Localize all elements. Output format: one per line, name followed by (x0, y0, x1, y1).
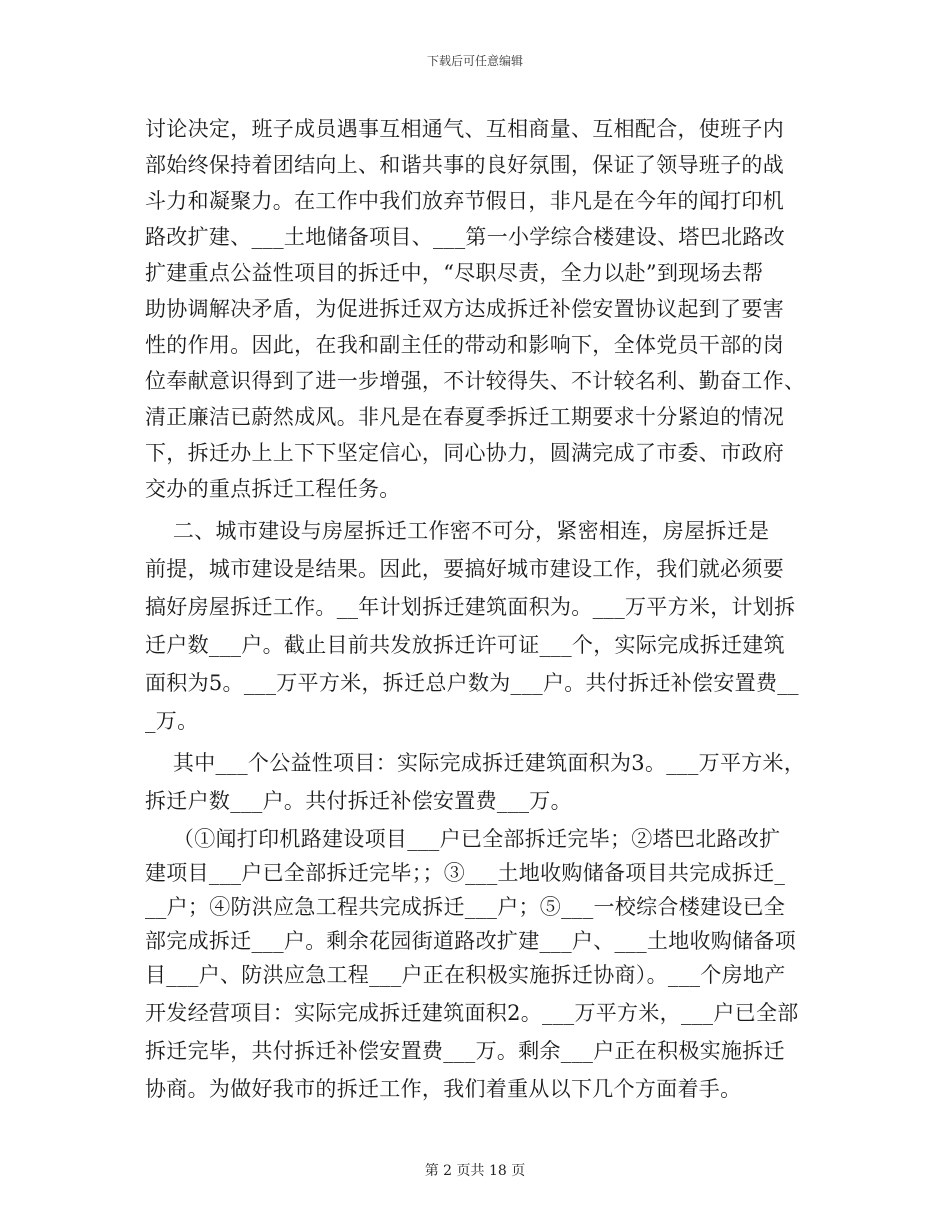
text-line: 前提，城市建设是结果。因此，要搞好城市建设工作，我们就必须要 (145, 557, 784, 581)
text-line: 扩建重点公益性项目的拆迁中，“尽职尽责，全力以赴”到现场去帮 (145, 261, 764, 285)
text-line: 拆迁完毕，共付拆迁补偿安置费___万。剩余___户正在积极实施拆迁 (145, 1039, 785, 1063)
page-number: 第 2 页共 18 页 (424, 1163, 526, 1179)
text-line: 下，拆迁办上上下下坚定信心，同心协力，圆满完成了市委、市政府 (145, 441, 784, 465)
page-header: 下载后可任意编辑 (426, 54, 523, 68)
text-line: __户；④防洪应急工程共完成拆迁___户；⑤___一校综合楼建设已全 (145, 895, 786, 919)
text-line: 面积为5。___万平方米，拆迁总户数为___户。共付拆迁补偿安置费__ (145, 671, 799, 695)
text-line: 清正廉洁已蔚然成风。非凡是在春夏季拆迁工期要求十分紧迫的情况 (145, 405, 784, 429)
text-line: 性的作用。因此，在我和副主任的带动和影响下，全体党员干部的岗 (145, 333, 784, 357)
text-line: 部完成拆迁___户。剩余花园街道路改扩建___户、___土地收购储备项 (145, 929, 796, 953)
text-line: 二、城市建设与房屋拆迁工作密不可分，紧密相连，房屋拆迁是 (145, 519, 770, 543)
text-line: 其中___个公益性项目：实际完成拆迁建筑面积为3。___万平方米， (145, 751, 806, 775)
text-line: 路改扩建、___土地储备项目、___第一小学综合楼建设、塔巴北路改 (145, 225, 785, 249)
text-line: 位奉献意识得到了进一步增强，不计较得失、不计较名利、勤奋工作、 (145, 369, 806, 393)
text-line: 迁户数___户。截止目前共发放拆迁许可证___个，实际完成拆迁建筑 (145, 633, 785, 657)
text-line: 拆迁户数___户。共付拆迁补偿安置费___万。 (145, 789, 572, 813)
text-line: 部始终保持着团结向上、和谐共事的良好氛围，保证了领导班子的战 (145, 153, 784, 177)
text-line: 交办的重点拆迁工程任务。 (145, 477, 401, 501)
text-line: _万。 (145, 709, 199, 733)
text-line: 搞好房屋拆迁工作。__年计划拆迁建筑面积为。___万平方米，计划拆 (145, 595, 796, 619)
text-line: 建项目___户已全部拆迁完毕；；③___土地收购储备项目共完成拆迁_ (145, 861, 786, 885)
text-line: （①闻打印机路建设项目___户已全部拆迁完毕；②塔巴北路改扩 (145, 827, 781, 851)
text-line: 协商。为做好我市的拆迁工作，我们着重从以下几个方面着手。 (145, 1077, 742, 1101)
text-line: 目___户、防洪应急工程___户正在积极实施拆迁协商）。___个房地产 (145, 963, 786, 987)
text-line: 开发经营项目：实际完成拆迁建筑面积2。___万平方米，___户已全部 (145, 1001, 799, 1025)
text-line: 助协调解决矛盾，为促进拆迁双方达成拆迁补偿安置协议起到了要害 (145, 297, 784, 321)
text-line: 斗力和凝聚力。在工作中我们放弃节假日，非凡是在今年的闻打印机 (145, 189, 784, 213)
text-line: 讨论决定，班子成员遇事互相通气、互相商量、互相配合，使班子内 (145, 117, 784, 141)
